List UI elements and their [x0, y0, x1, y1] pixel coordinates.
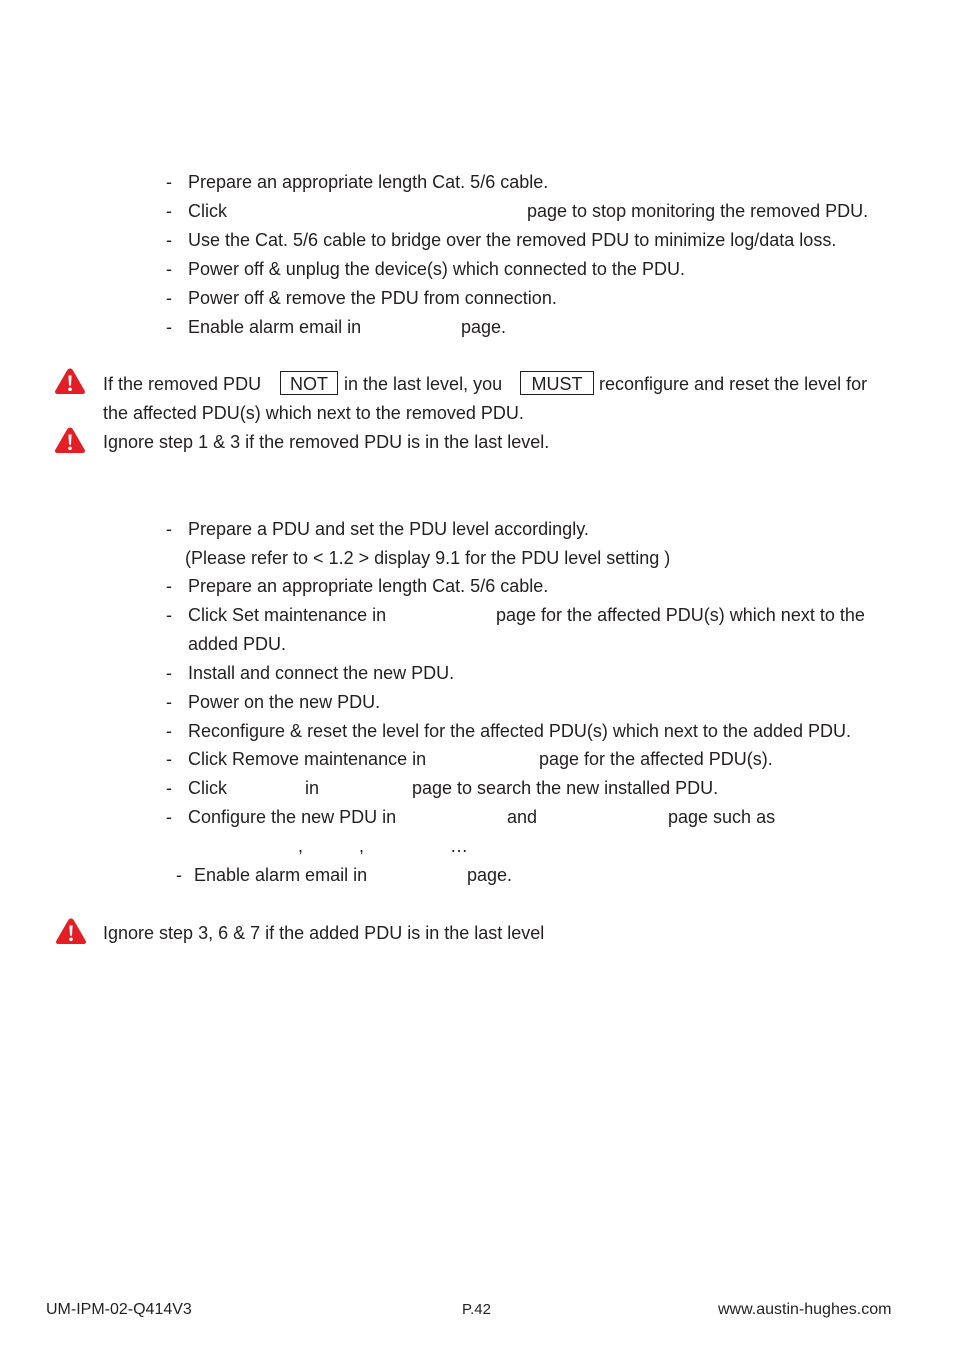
list-dash: -	[166, 172, 172, 192]
remove-step-2-part-a: Click	[188, 201, 227, 221]
list-dash: -	[166, 605, 172, 625]
remove-step-2-part-b: page to stop monitoring the removed PDU.	[527, 201, 869, 221]
remove-step-1: Prepare an appropriate length Cat. 5/6 cable.	[188, 172, 549, 192]
list-dash: -	[166, 230, 172, 250]
remove-step-6-part-a: Enable alarm email in	[188, 317, 362, 337]
add-step-1: Prepare a PDU and set the PDU level accordingly.	[188, 519, 589, 539]
add-step-9-part-a: Configure the new PDU in	[188, 807, 397, 827]
add-step-1-note: (Please refer to < 1.2 > display 9.1 for the PDU level setting )	[185, 548, 671, 568]
add-step-9-part-b: and	[507, 807, 538, 827]
must-emphasis-box: MUST	[520, 371, 594, 395]
add-step-4: Install and connect the new PDU.	[188, 663, 455, 683]
remove-warning-line-1	[103, 373, 903, 395]
remove-step-5: Power off & remove the PDU from connection.	[188, 288, 557, 308]
not-emphasis-box: NOT	[280, 371, 338, 395]
add-step-9-part-c: page such as	[668, 807, 776, 827]
add-warning: Ignore step 3, 6 & 7 if the added PDU is in the last level	[103, 923, 545, 943]
add-step-8-part-b: in	[305, 778, 320, 798]
add-step-2: Prepare an appropriate length Cat. 5/6 cable.	[188, 576, 549, 596]
ellipsis: …	[450, 836, 468, 856]
list-dash: -	[166, 201, 172, 221]
list-dash: -	[166, 259, 172, 279]
add-step-10-part-b: page.	[467, 865, 513, 885]
add-step-8-part-a: Click	[188, 778, 227, 798]
list-dash: -	[166, 317, 172, 337]
add-step-7-part-b: page for the affected PDU(s).	[539, 749, 773, 769]
add-step-3-continued: added PDU.	[188, 634, 287, 654]
footer-doc-code: UM-IPM-02-Q414V3	[46, 1301, 192, 1318]
list-dash: -	[166, 778, 172, 798]
warning-triangle-icon	[55, 917, 87, 945]
list-dash: -	[166, 519, 172, 539]
list-dash: -	[166, 663, 172, 683]
list-dash: -	[166, 807, 172, 827]
add-step-6: Reconfigure & reset the level for the affected PDU(s) which next to the added PDU.	[188, 721, 852, 741]
warning-triangle-icon	[54, 367, 86, 395]
footer-page-number: P.42	[462, 1301, 491, 1318]
add-step-8-part-c: page to search the new installed PDU.	[412, 778, 719, 798]
warning-triangle-icon	[54, 426, 86, 454]
comma-separator: ,	[298, 836, 304, 856]
list-dash: -	[176, 865, 182, 885]
comma-separator: ,	[359, 836, 365, 856]
list-dash: -	[166, 721, 172, 741]
remove-step-4: Power off & unplug the device(s) which connected to the PDU.	[188, 259, 685, 279]
add-step-7-part-a: Click Remove maintenance in	[188, 749, 427, 769]
list-dash: -	[166, 749, 172, 769]
list-dash: -	[166, 576, 172, 596]
remove-step-6-part-b: page.	[461, 317, 507, 337]
add-step-10-part-a: Enable alarm email in	[194, 865, 368, 885]
add-step-5: Power on the new PDU.	[188, 692, 381, 712]
remove-warning-2: Ignore step 1 & 3 if the removed PDU is in the last level.	[103, 432, 550, 452]
remove-warning-line-2: the affected PDU(s) which next to the removed PDU.	[103, 403, 524, 423]
add-step-3-part-a: Click Set maintenance in	[188, 605, 387, 625]
remove-warning-part-2: in the last level, you	[344, 374, 503, 394]
footer-website: www.austin-hughes.com	[718, 1301, 892, 1318]
add-step-3-part-b: page for the affected PDU(s) which next to the	[496, 605, 865, 625]
remove-warning-part-3: reconfigure and reset the level for	[599, 374, 868, 394]
list-dash: -	[166, 692, 172, 712]
list-dash: -	[166, 288, 172, 308]
remove-step-3: Use the Cat. 5/6 cable to bridge over the removed PDU to minimize log/data loss.	[188, 230, 837, 250]
remove-warning-part-1: If the removed PDU	[103, 374, 262, 394]
